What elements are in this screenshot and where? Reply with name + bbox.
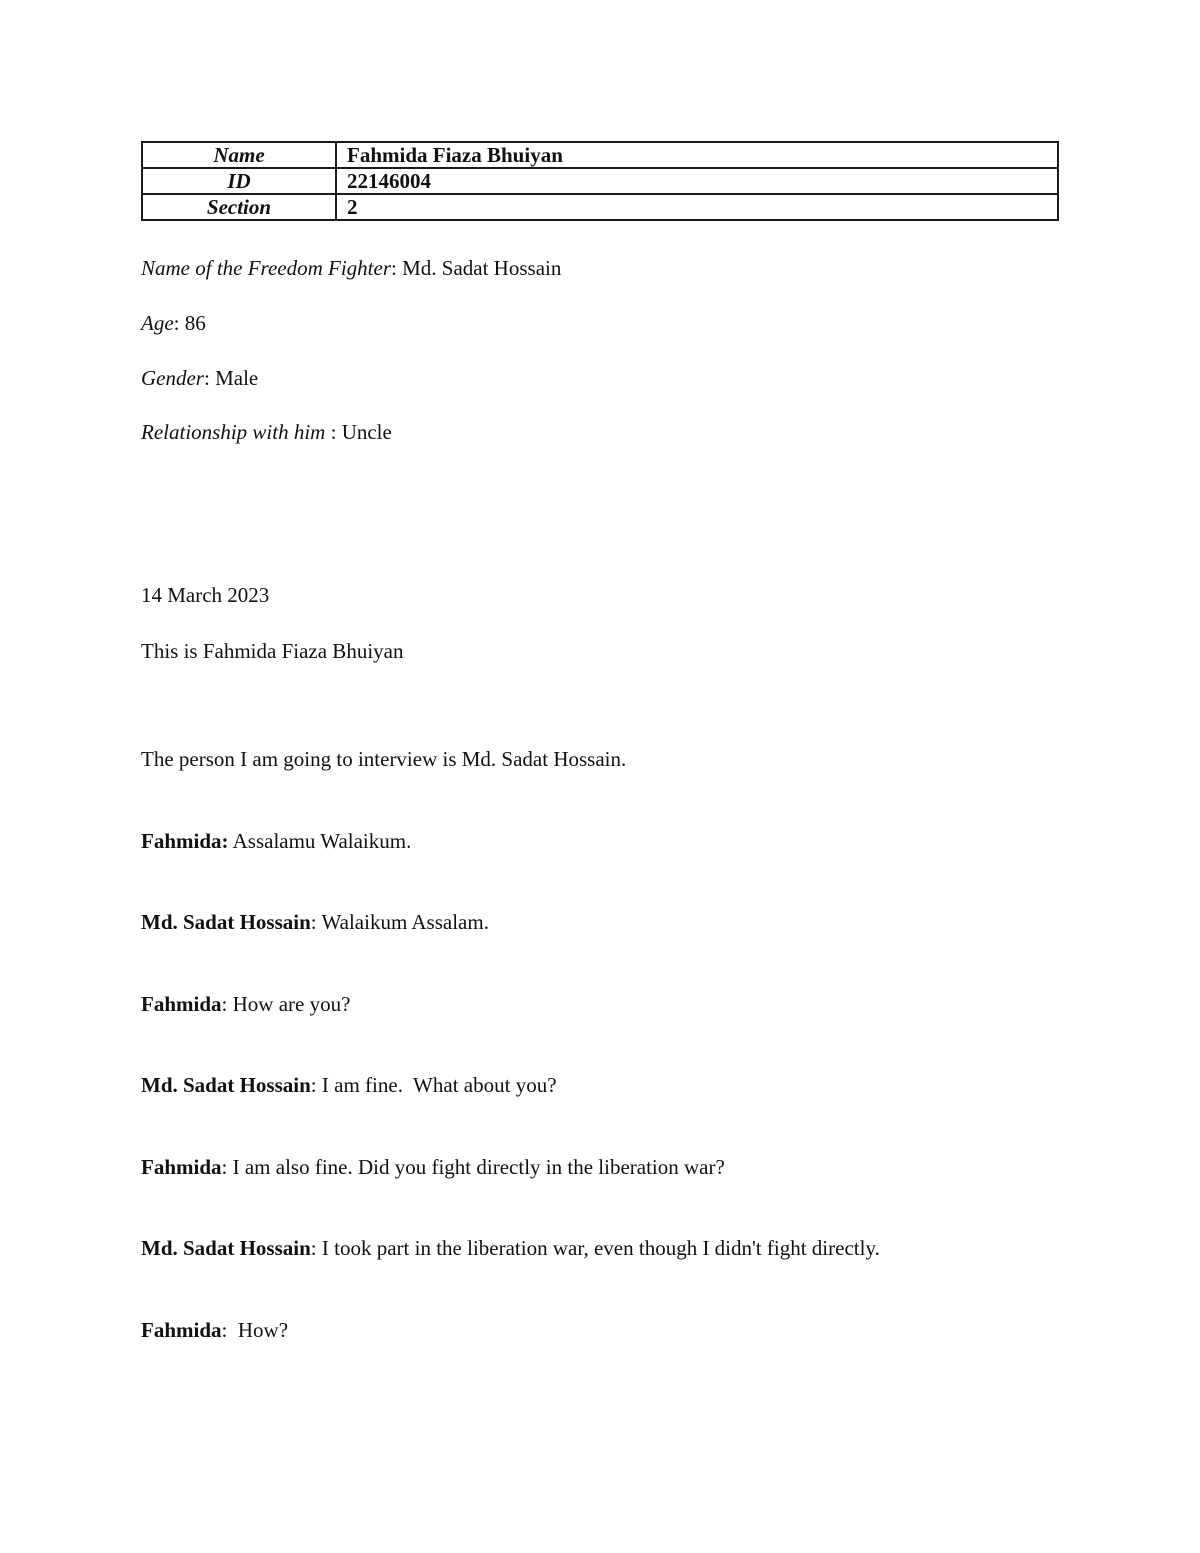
dialogue-line (141, 1154, 725, 1180)
dialogue-text: I am fine. What about you? (321, 1073, 557, 1097)
freedom-fighter-value: Md. Sadat Hossain (402, 256, 562, 280)
name-label: Name (142, 142, 336, 168)
separator: : (221, 1318, 238, 1342)
separator: : (173, 311, 185, 335)
separator: : (221, 1155, 233, 1179)
interview-date: 14 March 2023 (141, 583, 270, 607)
dialogue-text: Walaikum Assalam. (321, 910, 489, 934)
section-label: Section (142, 194, 336, 220)
separator: : (310, 910, 322, 934)
separator: : (310, 1236, 322, 1260)
separator: : (391, 256, 403, 280)
dialogue-text: How? (237, 1318, 289, 1342)
dialogue-text: How are you? (232, 992, 351, 1016)
age-value: 86 (184, 311, 206, 335)
freedom-fighter-label: Name of the Freedom Fighter (141, 256, 392, 280)
speaker-name: Fahmida (141, 1318, 222, 1342)
id-value: 22146004 (336, 168, 1058, 194)
dialogue-line (141, 909, 489, 935)
gender-label: Gender (141, 366, 204, 390)
name-value: Fahmida Fiaza Bhuiyan (336, 142, 1058, 168)
section-value: 2 (336, 194, 1058, 220)
separator: : (221, 992, 233, 1016)
separator: : (203, 366, 216, 390)
gender-line (141, 365, 258, 391)
speaker-name: Md. Sadat Hossain (141, 910, 311, 934)
freedom-fighter-line (141, 255, 561, 281)
dialogue-line (141, 1235, 880, 1261)
speaker-name: Fahmida (141, 992, 222, 1016)
self-introduction: This is Fahmida Fiaza Bhuiyan (141, 639, 404, 663)
student-info-table (141, 141, 1059, 221)
age-line (141, 310, 206, 336)
dialogue-line (141, 1317, 288, 1343)
table-row (142, 168, 1058, 194)
dialogue-line (141, 828, 411, 854)
dialogue-text: I am also fine. Did you fight directly in the liberation war? (232, 1155, 725, 1179)
speaker-name: Fahmida (141, 1155, 222, 1179)
separator: : (310, 1073, 322, 1097)
gender-value: Male (215, 366, 259, 390)
id-label: ID (142, 168, 336, 194)
dialogue-line (141, 1072, 557, 1098)
age-label: Age (141, 311, 174, 335)
dialogue-text: Assalamu Walaikum. (232, 829, 412, 853)
dialogue-text: I took part in the liberation war, even though I didn't fight directly. (321, 1236, 880, 1260)
dialogue-line (141, 991, 350, 1017)
table-row (142, 142, 1058, 168)
speaker-name: Md. Sadat Hossain (141, 1236, 311, 1260)
relationship-line (141, 419, 392, 445)
interviewee-introduction: The person I am going to interview is Md. Sadat Hossain. (141, 747, 627, 771)
relationship-label: Relationship with him (141, 420, 326, 444)
speaker-name: Md. Sadat Hossain (141, 1073, 311, 1097)
relationship-value: Uncle (341, 420, 392, 444)
separator: : (325, 420, 342, 444)
table-row (142, 194, 1058, 220)
speaker-name: Fahmida: (141, 829, 229, 853)
